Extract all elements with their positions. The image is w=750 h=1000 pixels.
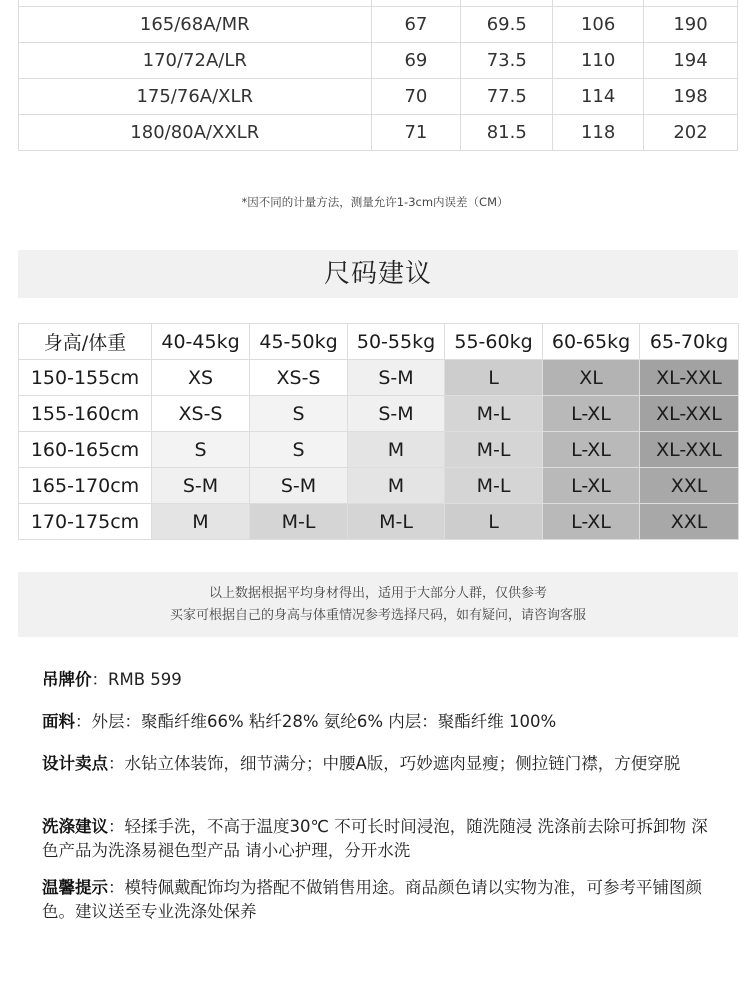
tip-value: ：模特佩戴配饰均为搭配不做销售用途。商品颜色请以实物为准，可参考平铺图颜色。建议送至专业洗涤处保养 — [42, 878, 702, 921]
size-code-cell: 175/76A/XLR — [19, 79, 372, 115]
design-paragraph — [42, 752, 722, 776]
size-cell: XXL — [640, 504, 739, 540]
size-cell: XS — [152, 360, 250, 396]
measure-cell: 71 — [371, 115, 461, 151]
size-advice-title: 尺码建议 — [18, 250, 738, 298]
height-cell: 150-155cm — [19, 360, 152, 396]
size-cell: L-XL — [543, 468, 640, 504]
measurement-note: *因不同的计量方法，测量允许1-3cm内误差（CM） — [241, 195, 509, 209]
size-cell: XL-XXL — [640, 360, 739, 396]
measure-cell: 202 — [644, 115, 738, 151]
measure-cell: 69.5 — [461, 7, 553, 43]
height-cell: 165-170cm — [19, 468, 152, 504]
price-value: ：RMB 599 — [91, 670, 182, 689]
header-cell: 55-60kg — [445, 324, 543, 360]
design-value: ：水钻立体装饰，细节满分；中腰A版，巧妙遮肉显瘦；侧拉链门襟，方便穿脱 — [108, 754, 681, 773]
header-cell: 65-70kg — [640, 324, 739, 360]
header-cell: 身高/体重 — [19, 324, 152, 360]
table-row — [19, 360, 739, 396]
size-cell: M — [152, 504, 250, 540]
header-cell: 45-50kg — [250, 324, 348, 360]
fabric-value: ：外层：聚酯纤维66% 粘纤28% 氨纶6% 内层：聚酯纤维 100% — [75, 712, 557, 731]
table-row — [19, 468, 739, 504]
size-advice-note — [18, 572, 738, 637]
price-label: 吊牌价 — [42, 670, 92, 689]
size-cell: M-L — [445, 396, 543, 432]
table-row — [19, 79, 738, 115]
measure-cell: 81.5 — [461, 115, 553, 151]
advice-line-2: 买家可根据自己的身高与体重情况参考选择尺码，如有疑问，请咨询客服 — [169, 608, 586, 623]
header-cell: 60-65kg — [543, 324, 640, 360]
measure-cell: 190 — [644, 7, 738, 43]
fabric-paragraph — [42, 710, 722, 734]
size-cell: XS-S — [152, 396, 250, 432]
size-code-cell: 180/80A/XXLR — [19, 115, 372, 151]
height-cell: 170-175cm — [19, 504, 152, 540]
measure-cell: 70 — [371, 79, 461, 115]
price-paragraph — [42, 668, 722, 692]
measure-cell: 110 — [553, 43, 644, 79]
size-cell: L-XL — [543, 432, 640, 468]
wash-paragraph — [42, 815, 722, 863]
measure-cell: 114 — [553, 79, 644, 115]
measure-cell: 69 — [371, 43, 461, 79]
header-cell: 40-45kg — [152, 324, 250, 360]
advice-line-1: 以上数据根据平均身材得出，适用于大部分人群，仅供参考 — [208, 586, 547, 601]
size-cell: M-L — [348, 504, 445, 540]
height-cell: 155-160cm — [19, 396, 152, 432]
table-row — [19, 504, 739, 540]
measure-cell: 67 — [371, 7, 461, 43]
size-cell: M-L — [445, 468, 543, 504]
height-cell: 160-165cm — [19, 432, 152, 468]
wash-value: ：轻揉手洗，不高于温度30℃ 不可长时间浸泡，随洗随浸 洗涤前去除可拆卸物 深色产品为洗涤易褪色型产品 请小心护理，分开水洗 — [42, 817, 708, 860]
size-cell: M-L — [250, 504, 348, 540]
size-recommendation-table — [18, 323, 739, 540]
measure-cell: 198 — [644, 79, 738, 115]
size-cell: M — [348, 432, 445, 468]
size-cell: S — [250, 432, 348, 468]
table-row — [19, 396, 739, 432]
size-cell: S-M — [152, 468, 250, 504]
size-cell: M-L — [445, 432, 543, 468]
size-cell: S — [152, 432, 250, 468]
measure-cell: 73.5 — [461, 43, 553, 79]
size-code-cell: 170/72A/LR — [19, 43, 372, 79]
size-cell: L — [445, 360, 543, 396]
size-cell: XL — [543, 360, 640, 396]
size-cell: M — [348, 468, 445, 504]
size-cell: S-M — [348, 396, 445, 432]
size-cell: S — [250, 396, 348, 432]
measure-cell: 118 — [553, 115, 644, 151]
measure-cell: 194 — [644, 43, 738, 79]
size-cell: XS-S — [250, 360, 348, 396]
table-row — [19, 7, 738, 43]
size-cell: L-XL — [543, 396, 640, 432]
measure-cell: 106 — [553, 7, 644, 43]
table-row — [19, 432, 739, 468]
table-row — [19, 43, 738, 79]
size-cell: XXL — [640, 468, 739, 504]
table-row — [19, 115, 738, 151]
tip-label: 温馨提示 — [42, 878, 108, 897]
size-cell: S-M — [250, 468, 348, 504]
wash-label: 洗涤建议 — [42, 817, 108, 836]
size-cell: XL-XXL — [640, 396, 739, 432]
size-cell: L — [445, 504, 543, 540]
size-cell: L-XL — [543, 504, 640, 540]
size-code-cell: 165/68A/MR — [19, 7, 372, 43]
measurement-table — [18, 0, 738, 151]
design-label: 设计卖点 — [42, 754, 108, 773]
size-cell: XL-XXL — [640, 432, 739, 468]
tip-paragraph — [42, 876, 722, 924]
table-header-row — [19, 324, 739, 360]
fabric-label: 面料 — [42, 712, 75, 731]
size-cell: S-M — [348, 360, 445, 396]
measure-cell: 77.5 — [461, 79, 553, 115]
header-cell: 50-55kg — [348, 324, 445, 360]
